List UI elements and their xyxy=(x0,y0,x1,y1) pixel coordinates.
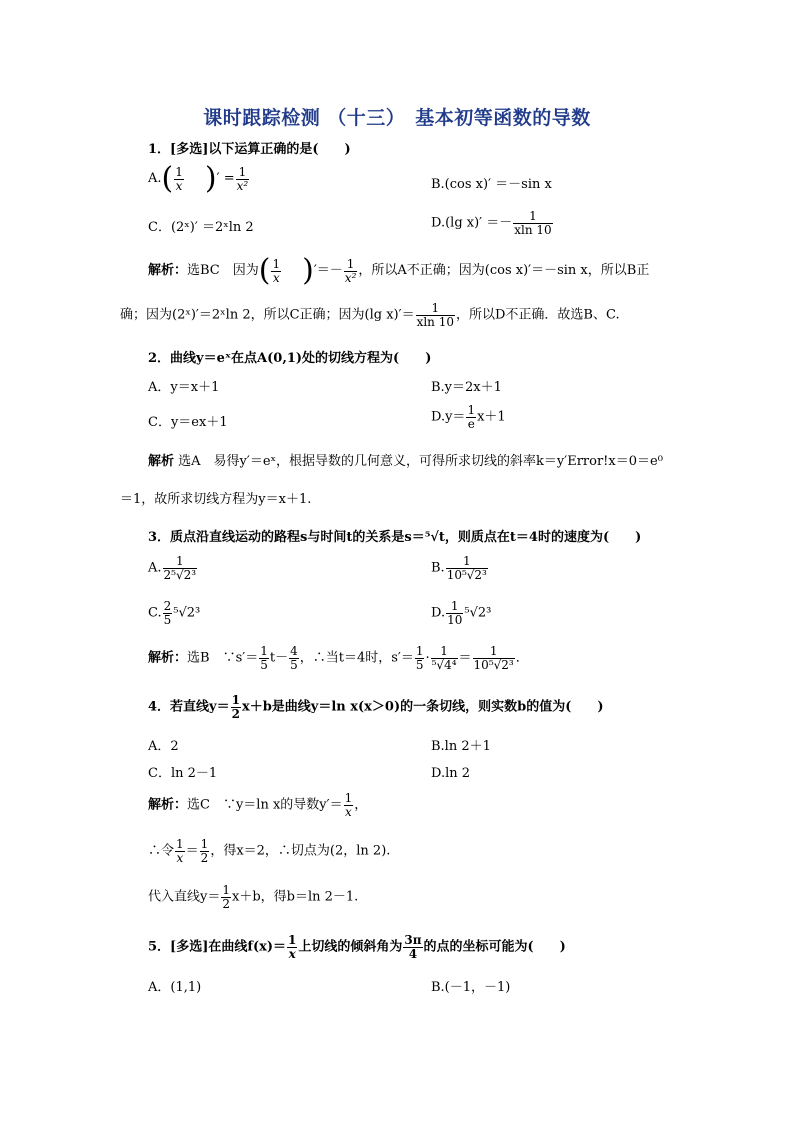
q3-option-d: D. $\frac{1}{10}$ ⁵√2³ xyxy=(431,599,492,627)
q2-option-c: C．y＝ex＋1 xyxy=(148,415,228,430)
q2-option-d: D.y＝ $\frac{1}{e}$ x＋1 xyxy=(431,403,506,431)
q4-option-a: A．2 xyxy=(148,739,179,754)
q1-solution-line2: 确；因为(2ˣ)′＝2ˣln 2，所以C正确；因为(lg x)′＝ $\frac{1}{xln 10}$ ，所以D不正确．故选B、C. xyxy=(120,301,620,329)
q1-a-rest: ′ = xyxy=(216,171,235,186)
page-title: 课时跟踪检测 （十三） 基本初等函数的导数 xyxy=(203,107,591,129)
q4-stem: 4．若直线y＝ $\frac{1}{2}$ x＋b是曲线y＝ln x(x＞0)的一条切线，则实数b的值为( ) xyxy=(148,693,604,721)
q5-option-b: B.(－1，－1) xyxy=(431,980,511,995)
q3-option-c: C. $\frac{2}{5}$ ⁵√2³ xyxy=(148,599,201,627)
q1-a-frac: $\frac{1}{x}$ xyxy=(175,164,183,193)
q4-solution-line3: 代入直线y＝ $\frac{1}{2}$ x＋b，得b＝ln 2－1. xyxy=(148,883,359,911)
q1-option-b: B.(cos x)′ ＝－sin x xyxy=(431,177,552,192)
q4-option-d: D.ln 2 xyxy=(431,766,471,781)
q1-stem: 1．[多选]以下运算正确的是( ) xyxy=(148,142,351,157)
q4-option-b: B.ln 2＋1 xyxy=(431,739,491,754)
q1-option-a xyxy=(148,161,250,204)
q2-option-a: A．y＝x＋1 xyxy=(148,380,220,395)
q1-a-lparen: ( xyxy=(161,161,174,196)
q1-a-rparen: ) xyxy=(204,161,217,196)
q1-option-d: D.(lg x)′ ＝－ $\frac{1}{xln 10}$ xyxy=(431,209,552,237)
q2-option-b: B.y＝2x＋1 xyxy=(431,380,502,395)
q2-solution-line2: ＝1，故所求切线方程为y＝x＋1. xyxy=(120,492,312,507)
q3-solution: 解析：选B ∵s′＝ $\frac{1}{5}$ t－ $\frac{4}{5}$ ，∴当t＝4时，s′＝ $\frac{1}{5}$ · $\frac{1}{\text{⁵√4⁴}}$ ＝ $\frac{1}{\text{10⁵√2³}}$ ． xyxy=(148,644,529,672)
q1-option-c: C．(2ˣ)′ ＝2ˣln 2 xyxy=(148,220,254,235)
q1-a-label: A. xyxy=(148,171,162,186)
q2-stem: 2．曲线y＝eˣ在点A(0,1)处的切线方程为( ) xyxy=(148,351,432,366)
q3-option-b: B. $\frac{1}{\text{10⁵√2³}}$ xyxy=(431,554,487,582)
q1-solution-line1: 解析：选BC 因为( $\frac{1}{x}$ )′＝－ $\frac{1}{\text{x²}}$ ，所以A不正确；因为(cos x)′＝－sin x，所以B正 xyxy=(148,253,650,288)
q4-solution-line2: ∴令 $\frac{1}{x}$ ＝ $\frac{1}{2}$ ，得x＝2，∴切点为(2，ln 2). xyxy=(148,837,391,865)
q1-d-frac: $\frac{1}{xln 10}$ xyxy=(514,209,552,237)
q5-stem: 5．[多选]在曲线f(x)＝ $\frac{1}{x}$ 上切线的倾斜角为 $\frac{3\pi}{4}$ 的点的坐标可能为( ) xyxy=(148,933,566,961)
q4-option-c: C．ln 2－1 xyxy=(148,766,218,781)
q3-stem: 3．质点沿直线运动的路程s与时间t的关系是s＝⁵√t，则质点在t＝4时的速度为( ) xyxy=(148,530,642,545)
q3-option-a: A. $\frac{1}{\text{2⁵√2³}}$ xyxy=(148,554,197,582)
q5-option-a: A．(1,1) xyxy=(148,980,202,995)
q2-solution-line1: 解析 选A 易得y′＝eˣ，根据导数的几何意义，可得所求切线的斜率k＝y′Error!x＝0＝e⁰ xyxy=(148,454,663,469)
q1-a-result-frac: $\frac{1}{\text{x²}}$ xyxy=(236,164,249,193)
q4-solution-line1: 解析：选C ∵y＝ln x的导数y′＝ $\frac{1}{x}$ ， xyxy=(148,791,368,819)
